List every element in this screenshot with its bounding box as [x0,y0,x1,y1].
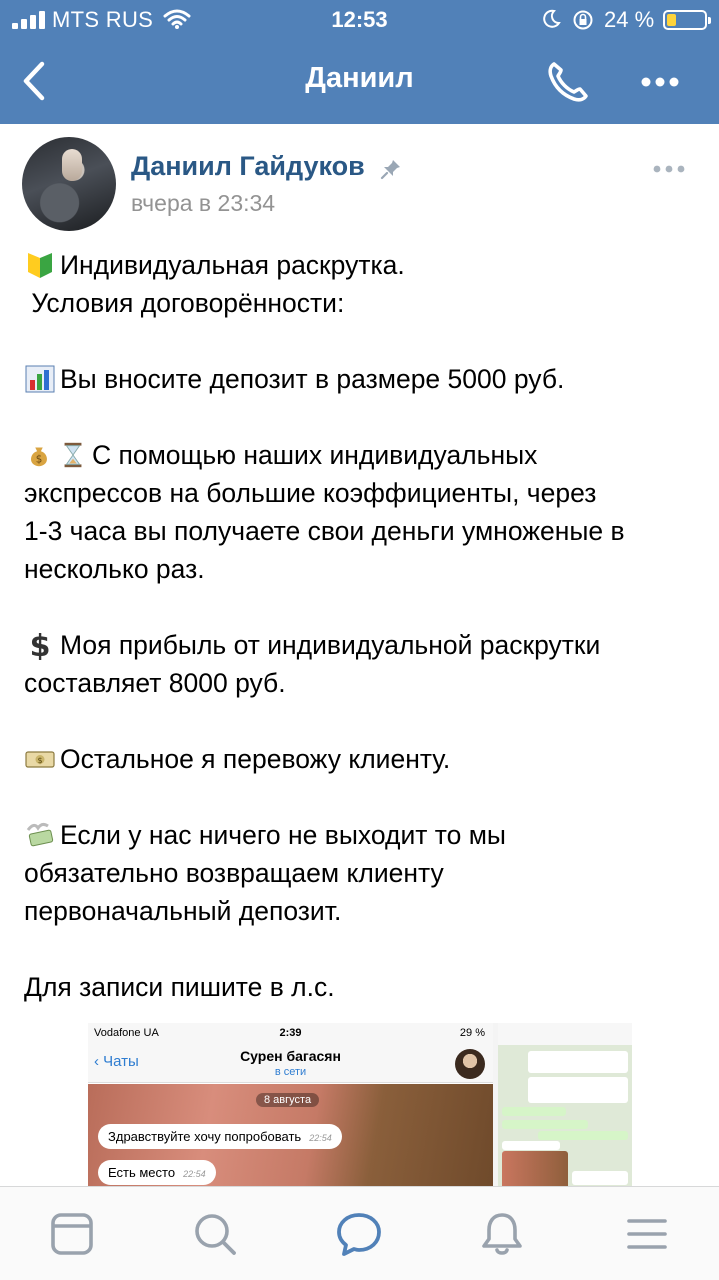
menu-icon[interactable] [622,1209,672,1259]
post-line: Условия договорённости: [24,288,345,318]
thumbnail-bubble [572,1171,628,1185]
post-line: первоначальный депозит. [24,896,342,926]
battery-percent: 24 % [604,7,655,32]
phone-icon[interactable] [540,54,596,110]
post-paragraph [24,246,704,322]
messages-icon[interactable] [334,1209,384,1259]
tab-bar [0,1186,719,1280]
money-with-wings-icon [24,820,56,850]
clock: 12:53 [331,7,388,32]
post-date: вчера в 23:34 [131,190,276,216]
money-bag-icon [24,440,54,470]
news-feed-icon[interactable] [47,1209,97,1259]
thumbnail-photo [502,1151,568,1186]
thumbnail-bubble [502,1107,566,1116]
status-bar [0,0,719,40]
thumbnail-bubble [502,1120,588,1129]
dollar-sign-icon [24,630,56,660]
screenshot-date-badge: 8 августа [256,1093,319,1107]
notifications-icon[interactable] [477,1209,527,1259]
post-paragraph [24,436,704,588]
more-horizontal-icon[interactable] [632,62,688,102]
post-line: Для записи пишите в л.с. [24,972,335,1002]
svg-text:$: $ [37,756,43,765]
banknote-icon [24,744,56,774]
screenshot-message: Здравствуйте хочу попробовать 22:54 [98,1124,342,1149]
chat-screenshot [88,1023,493,1186]
screenshot-chat-name: Сурен багасян [240,1048,341,1064]
post-menu-icon[interactable] [644,154,694,184]
post-line: экспрессов на большие коэффициенты, через [24,478,597,508]
screenshot-chat-header [88,1045,493,1083]
post-line: обязательно возвращаем клиенту [24,858,444,888]
screenshot-status-bar [88,1023,493,1045]
author-name[interactable]: Даниил Гайдуков [131,151,365,181]
post-line: Индивидуальная раскрутка. [60,250,405,280]
post-paragraph [24,816,704,930]
screenshot-carrier: Vodafone UA [94,1027,159,1039]
screenshot-chat-status: в сети [274,1066,307,1078]
nav-bar [0,40,719,124]
post-paragraph [24,968,704,1006]
page-title: Даниил [305,62,414,94]
post-line: Вы вносите депозит в размере 5000 руб. [60,364,565,394]
post-line: С помощью наших индивидуальных [92,440,538,470]
post-text [24,246,704,1044]
post-paragraph [24,626,704,702]
thumbnail-bubble [538,1131,628,1140]
post-paragraph [24,740,704,778]
rotation-lock-icon [572,9,594,31]
screenshot-thumbnail [498,1023,632,1186]
post-line: Моя прибыль от индивидуальной раскрутки [60,630,601,660]
attached-screenshot[interactable] [88,1023,632,1186]
svg-text:$: $ [35,453,43,466]
post-line: Если у нас ничего не выходит то мы [60,820,506,850]
beginner-shield-icon [24,250,56,280]
screenshot-avatar [455,1049,485,1079]
svg-text:$: $ [29,630,51,660]
post-line: несколько раз. [24,554,205,584]
thumbnail-bubble [528,1077,628,1103]
screenshot-back-link: ‹ Чаты [94,1053,139,1070]
thumbnail-bubble [502,1141,560,1150]
hourglass-icon [58,440,88,470]
header [0,0,719,124]
do-not-disturb-icon [540,8,562,30]
post-line: составляет 8000 руб. [24,668,286,698]
post-paragraph [24,360,704,398]
screenshot-time: 2:39 [279,1027,302,1039]
screenshot-message: Есть место 22:54 [98,1160,216,1185]
thumbnail-header [498,1023,632,1045]
post-line: Остальное я перевожу клиенту. [60,744,451,774]
thumbnail-bubble [528,1051,628,1073]
screenshot-battery: 29 % [459,1027,485,1039]
battery-icon [663,10,707,30]
post-line: 1-3 часа вы получаете свои деньги умноженые в [24,516,625,546]
bar-chart-icon [24,364,56,394]
pin-icon [380,158,402,180]
carrier-label: MTS RUS [52,7,154,32]
avatar[interactable] [22,137,116,231]
search-icon[interactable] [190,1209,240,1259]
wall-post [0,124,719,1186]
